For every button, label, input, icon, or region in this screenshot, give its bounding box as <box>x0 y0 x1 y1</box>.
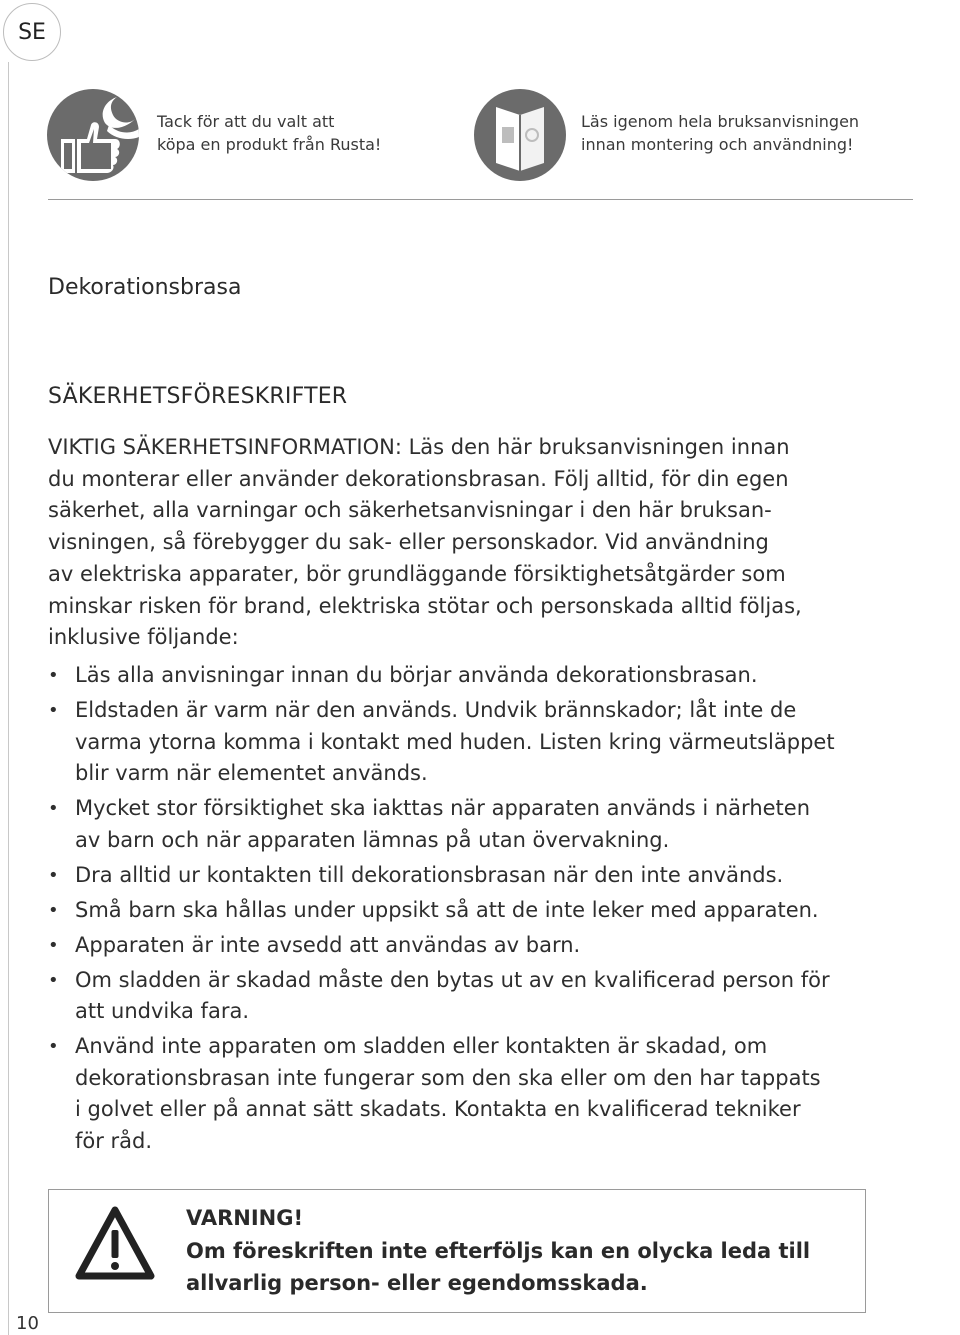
warning-triangle-icon <box>75 1206 155 1280</box>
intro-line: minskar risken för brand, elektriska stötar och personskada alltid följas, <box>48 593 802 618</box>
thumbs-up-icon <box>47 89 139 181</box>
list-item: • Använd inte apparaten om sladden eller kontakten är skadad, om dekorationsbrasan inte fungerar som den ska eller om den har tappats i golvet eller på annat sätt skadats. Kontakta en kvalificerad tekniker för råd. <box>48 1031 898 1157</box>
section-title: SÄKERHETSFÖRESKRIFTER <box>48 384 348 409</box>
intro-line: inklusive följande: <box>48 625 239 650</box>
page-number: 10 <box>16 1313 39 1334</box>
safety-bullet-list <box>48 660 898 1161</box>
read-manual-text-line: innan montering och användning! <box>581 135 854 154</box>
list-item: • Mycket stor försiktighet ska iakttas när apparaten används i närheten av barn och när apparaten lämnas på utan övervakning. <box>48 793 898 856</box>
intro-line: du monterar eller använder dekorationsbrasan. Följ alltid, för din egen <box>48 466 789 491</box>
warning-text <box>186 1235 826 1299</box>
list-item: • Små barn ska hållas under uppsikt så att de inte leker med apparaten. <box>48 895 898 927</box>
warning-text-line: Om föreskriften inte efterföljs kan en olycka leda till <box>186 1239 811 1263</box>
thanks-text-line: Tack för att du valt att <box>157 112 335 131</box>
warning-box <box>48 1189 866 1313</box>
list-item: • Läs alla anvisningar innan du börjar använda dekorationsbrasan. <box>48 660 898 692</box>
language-badge: SE <box>3 3 61 61</box>
intro-line: VIKTIG SÄKERHETSINFORMATION: Läs den här bruksanvisningen innan <box>48 435 790 459</box>
intro-line: visningen, så förebygger du sak- eller personskador. Vid användning <box>48 530 769 555</box>
manual-icon <box>474 89 566 181</box>
intro-line: säkerhet, alla varningar och säkerhetsanvisningar i den här bruksan- <box>48 498 772 523</box>
read-manual-text <box>581 110 859 156</box>
safety-intro-paragraph <box>48 432 878 654</box>
intro-line: av elektriska apparater, bör grundläggande försiktighetsåtgärder som <box>48 561 786 586</box>
read-manual-text-line: Läs igenom hela bruksanvisningen <box>581 112 860 131</box>
header-divider <box>48 199 913 200</box>
thanks-text-line: köpa en produkt från Rusta! <box>157 135 382 154</box>
list-item: • Dra alltid ur kontakten till dekorationsbrasan när den inte används. <box>48 860 898 892</box>
page-frame-line <box>8 62 9 1335</box>
product-title: Dekorationsbrasa <box>48 275 242 300</box>
list-item: • Apparaten är inte avsedd att användas av barn. <box>48 930 898 962</box>
list-item: • Eldstaden är varm när den används. Undvik brännskador; låt inte de varma ytorna komma i kontakt med huden. Listen kring värmeutsläppet blir varm när elementet används. <box>48 695 898 790</box>
thanks-text <box>157 110 381 156</box>
list-item: • Om sladden är skadad måste den bytas ut av en kvalificerad person för att undvika fara. <box>48 965 898 1028</box>
warning-title: VARNING! <box>186 1206 304 1230</box>
warning-text-line: allvarlig person- eller egendomsskada. <box>186 1271 648 1295</box>
